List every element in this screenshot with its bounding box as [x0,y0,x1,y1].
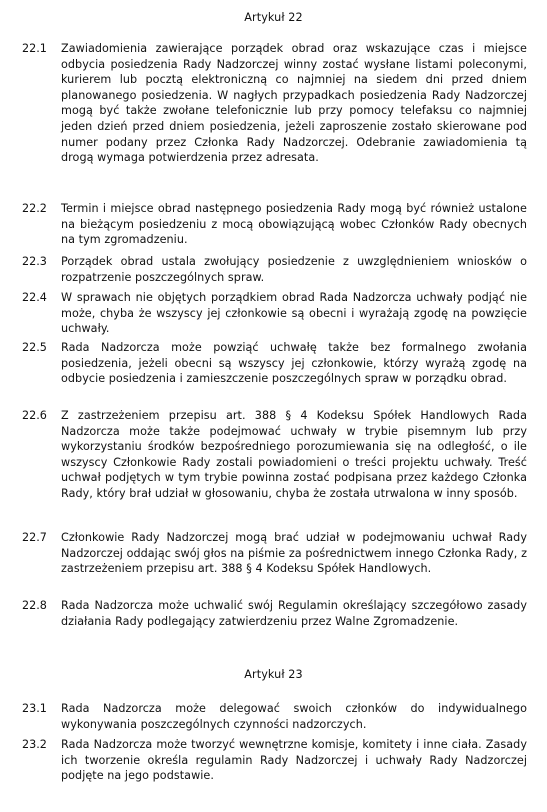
article-22-heading: Artykuł 22 [244,11,303,24]
paragraph-22-1 [22,41,527,166]
paragraph-number: 22.7 [22,531,47,544]
paragraph-number: 22.8 [22,599,47,612]
paragraph-text: Porządek obrad ustala zwołujący posiedzenie z uwzględnieniem wniosków o rozpatrzenie poszczególnych spraw. [61,255,527,284]
paragraph-22-2 [22,201,527,248]
paragraph-text: Członkowie Rady Nadzorczej mogą brać udział w podejmowaniu uchwał Rady Nadzorczej oddając swój głos na piśmie za pośrednictwem innego Członka Rady, z zastrzeżeniem przepisu art. 388 § 4 Kodeksu Spółek Handlowych. [61,531,527,576]
paragraph-number: 23.1 [22,702,47,715]
paragraph-text: Z zastrzeżeniem przepisu art. 388 § 4 Kodeksu Spółek Handlowych Rada Nadzorcza może także podejmować uchwały w trybie pisemnym lub przy wykorzystaniu środków bezpośredniego porozumiewania się na odległość, o ile wszyscy Członkowie Rady zostali powiadomieni o treści projektu uchwały. Treść uchwał podjętych w tym trybie powinna zostać podpisana przez każdego Członka Rady, który brał udział w głosowaniu, chyba że została utrwalona w inny sposób. [61,409,527,500]
paragraph-text: Rada Nadzorcza może uchwalić swój Regulamin określający szczegółowo zasady działania Rady podlegający zatwierdzeniu przez Walne Zgromadzenie. [61,599,527,628]
paragraph-22-7 [22,530,527,577]
paragraph-text: Zawiadomienia zawierające porządek obrad oraz wskazujące czas i miejsce odbycia posiedzenia Rady Nadzorczej winny zostać wysłane listami poleconymi, kurierem lub pocztą elektroniczną co najmniej na siedem dni przed dniem planowanego posiedzenia. W nagłych przypadkach posiedzenia Rady Nadzorczej mogą być także zwołane telefonicznie lub przy pomocy telefaksu co najmniej jeden dzień przed dniem posiedzenia, jeżeli zaproszenie zostało skierowane pod numer podany przez Członka Rady Nadzorczej. Odebranie zawiadomienia tą drogą wymaga potwierdzenia przez adresata. [61,42,527,165]
article-23-heading: Artykuł 23 [244,668,303,681]
paragraph-22-6 [22,408,527,502]
paragraph-text: W sprawach nie objętych porządkiem obrad Rada Nadzorcza uchwały podjąć nie może, chyba że wszyscy jej członkowie są obecni i wyrażają zgodę na powzięcie uchwały. [61,291,527,336]
paragraph-22-3 [22,254,527,285]
paragraph-text: Rada Nadzorcza może tworzyć wewnętrzne komisje, komitety i inne ciała. Zasady ich tworzenie określa regulamin Rady Nadzorczej i uchwały Rady Nadzorczej podjęte na jego podstawie. [61,738,527,783]
paragraph-number: 22.2 [22,202,47,215]
paragraph-number: 22.1 [22,42,47,55]
paragraph-number: 22.3 [22,255,47,268]
paragraph-22-8 [22,598,527,629]
paragraph-23-1 [22,701,527,732]
paragraph-number: 22.5 [22,341,47,354]
paragraph-number: 23.2 [22,738,47,751]
paragraph-22-5 [22,340,527,387]
paragraph-number: 22.6 [22,409,47,422]
paragraph-number: 22.4 [22,291,47,304]
paragraph-22-4 [22,290,527,337]
paragraph-23-2 [22,737,527,784]
paragraph-text: Rada Nadzorcza może powziąć uchwałę także bez formalnego zwołania posiedzenia, jeżeli obecni są wszyscy jej członkowie, którzy wyrażą zgodę na odbycie posiedzenia i zamieszczenie poszczególnych spraw w porządku obrad. [61,341,527,386]
paragraph-text: Rada Nadzorcza może delegować swoich członków do indywidualnego wykonywania poszczególnych czynności nadzorczych. [61,702,527,731]
paragraph-text: Termin i miejsce obrad następnego posiedzenia Rady mogą być również ustalone na bieżącym posiedzeniu z mocą obowiązującą wobec Członków Rady obecnych na tym zgromadzeniu. [61,202,527,247]
